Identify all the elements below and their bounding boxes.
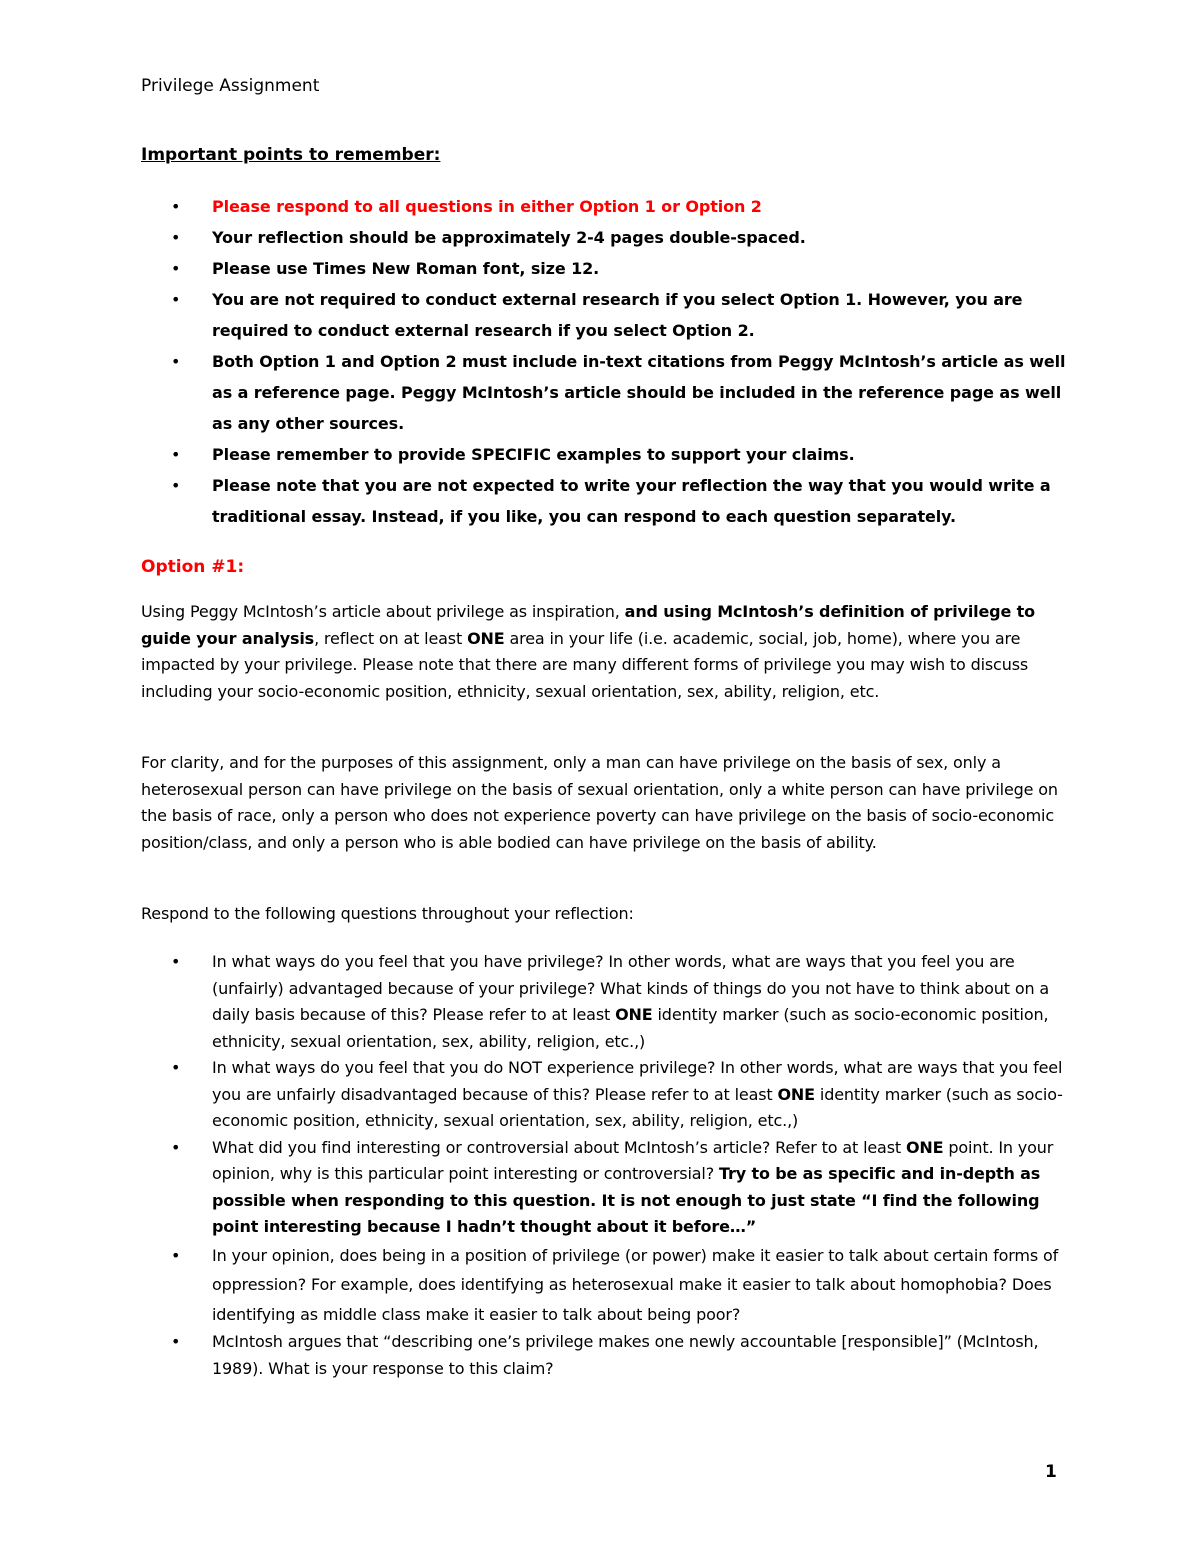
point-item-2: • Your reflection should be approximately 2-4 pages double-spaced. bbox=[171, 222, 1071, 253]
document-header: Privilege Assignment bbox=[141, 76, 320, 96]
point-item-7: • Please note that you are not expected to write your reflection the way that you would write a traditional essay. Instead, if you like, you can respond to each question separately. bbox=[171, 470, 1071, 532]
q2-bold: ONE bbox=[777, 1084, 815, 1104]
q2-text-a: In what ways do you feel that you do NOT experience privilege? In other words, what are ways that you feel you are unfairly disadvantaged because of this? Please refer to at least bbox=[212, 1058, 1063, 1104]
q1-text-a: In what ways do you feel that you have privilege? In other words, what are ways that you feel you are (unfairly) advantaged because of your privilege? What kinds of things do you not have to think about on a daily basis because of this? Please refer to at least bbox=[212, 952, 1050, 1024]
intro-bold-2: ONE bbox=[467, 628, 505, 648]
intro-text-3: area in your life (i.e. academic, social, job, home), where you are impacted by your privilege. Please note that there are many different forms of privilege you may wish to discuss including your socio-economic position, ethnicity, sexual orientation, sex, ability, religion, etc. bbox=[141, 628, 1029, 701]
question-item-1 bbox=[171, 949, 1071, 1055]
q1-text-c: identity marker (such as socio-economic position, ethnicity, sexual orientation, sex, ability, religion, etc.,) bbox=[212, 1005, 1049, 1051]
q3-bold-instruction: Try to be as specific and in-depth as possible when responding to this question. It is not enough to just state “I find the following point interesting because I hadn’t thought about it before…” bbox=[212, 1164, 1041, 1236]
point-item-1: • Please respond to all questions in either Option 1 or Option 2 bbox=[171, 191, 1071, 222]
q1-bold: ONE bbox=[615, 1005, 653, 1024]
option-1-heading: Option #1: bbox=[141, 557, 245, 577]
q3-text-a: What did you find interesting or controversial about McIntosh’s article? Refer to at least bbox=[212, 1137, 906, 1157]
respond-instruction: Respond to the following questions throughout your reflection: bbox=[141, 904, 634, 923]
important-points-list bbox=[171, 191, 1071, 532]
point-item-4: • You are not required to conduct external research if you select Option 1. However, you are required to conduct external research if you select Option 2. bbox=[171, 284, 1071, 346]
question-item-4: • In your opinion, does being in a position of privilege (or power) make it easier to talk about certain forms of oppression? For example, does identifying as heterosexual make it easier to talk about homophobia? Does identifying as middle class make it easier to talk about being poor? bbox=[171, 1241, 1071, 1330]
question-item-2 bbox=[171, 1055, 1071, 1135]
questions-list bbox=[171, 949, 1071, 1382]
intro-bold-1: and using McIntosh’s definition of privilege to guide your analysis bbox=[141, 602, 1035, 648]
q2-text-c: identity marker (such as socio-economic position, ethnicity, sexual orientation, sex, ability, religion, etc.,) bbox=[212, 1084, 1063, 1130]
question-item-3 bbox=[171, 1135, 1071, 1241]
page-number: 1 bbox=[1045, 1462, 1057, 1482]
intro-text-2: , reflect on at least bbox=[314, 628, 468, 648]
clarity-paragraph: For clarity, and for the purposes of this assignment, only a man can have privilege on the basis of sex, only a heterosexual person can have privilege on the basis of sexual orientation, only a white person can have privilege on the basis of race, only a person who does not experience poverty can have privilege on the basis of socio-economic position/class, and only a person who is able bodied can have privilege on the basis of ability. bbox=[141, 753, 1058, 852]
option-1-intro-paragraph bbox=[141, 599, 1071, 705]
point-item-5: • Both Option 1 and Option 2 must include in-text citations from Peggy McIntosh’s article as well as a reference page. Peggy McIntosh’s article should be included in the reference page as well as any other sources. bbox=[171, 346, 1071, 439]
point-item-3: • Please use Times New Roman font, size 12. bbox=[171, 253, 1071, 284]
q3-text-c: point. In your opinion, why is this particular point interesting or controversial? bbox=[212, 1137, 1054, 1183]
question-item-5: • McIntosh argues that “describing one’s privilege makes one newly accountable [responsible]” (McIntosh, 1989). What is your response to this claim? bbox=[171, 1329, 1071, 1382]
point-item-6: • Please remember to provide SPECIFIC examples to support your claims. bbox=[171, 439, 1071, 470]
q3-bold-one: ONE bbox=[905, 1137, 944, 1157]
intro-text-1: Using Peggy McIntosh’s article about privilege as inspiration, bbox=[141, 602, 625, 621]
important-points-heading: Important points to remember: bbox=[141, 145, 441, 165]
